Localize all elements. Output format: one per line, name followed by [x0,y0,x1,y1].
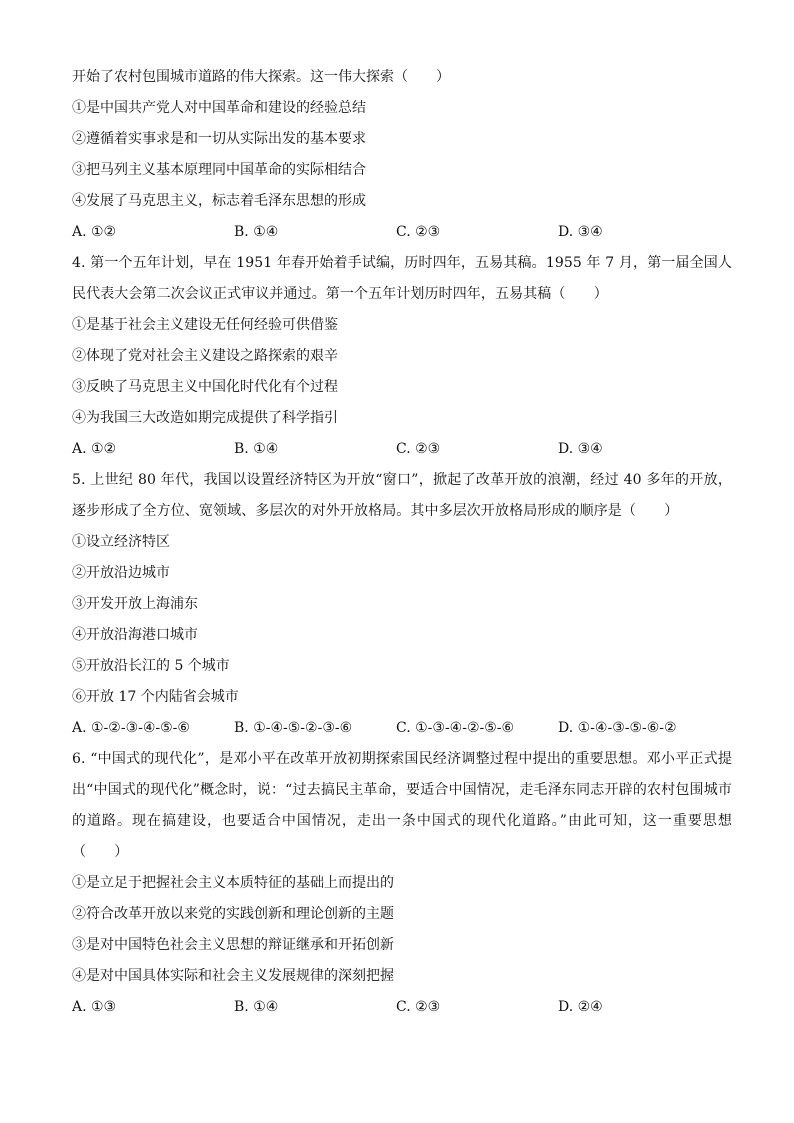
question-4-item-1: ①是基于社会主义建设无任何经验可供借鉴 [72,317,338,333]
question-6-item-1: ①是立足于把握社会主义本质特征的基础上而提出的 [72,875,394,891]
question-5-option-d[interactable]: D. ①-④-③-⑤-⑥-② [558,720,677,736]
question-5-option-b[interactable]: B. ①-④-⑤-②-③-⑥ [234,720,353,736]
question-4-item-2: ②体现了党对社会主义建设之路探索的艰辛 [72,348,338,364]
question-3-item-1: ①是中国共产党人对中国革命和建设的经验总结 [72,100,366,116]
question-5-option-c[interactable]: C. ①-③-④-②-⑤-⑥ [396,720,515,736]
question-3-option-c[interactable]: C. ②③ [396,224,441,240]
question-4-option-b[interactable]: B. ①④ [234,441,279,457]
question-4-option-d[interactable]: D. ③④ [558,441,603,457]
question-3-option-a[interactable]: A. ①② [72,224,117,240]
question-5-options [72,713,732,744]
question-6-item-2: ②符合改革开放以来党的实践创新和理论创新的主题 [72,906,394,922]
question-5-option-a[interactable]: A. ①-②-③-④-⑤-⑥ [72,720,190,736]
question-5-item-6: ⑥开放 17 个内陆省会城市 [72,689,239,705]
question-5-item-4: ④开放沿海港口城市 [72,627,198,643]
question-3-item-2: ②遵循着实事求是和一切从实际出发的基本要求 [72,131,366,147]
question-6-option-c[interactable]: C. ②③ [396,999,441,1015]
question-6-options [72,992,732,1023]
question-4-options [72,434,732,465]
question-6-item-3: ③是对中国特色社会主义思想的辩证继承和开拓创新 [72,937,394,953]
question-6-stem: 6. “中国式的现代化”，是邓小平在改革开放初期探索国民经济调整过程中提出的重要思想。邓小平正式提出“中国式的现代化”概念时，说：“过去搞民主革命，要适合中国情况，走毛泽东同志开辟的农村包围城市的道路。现在搞建设，也要适合中国情况，走出一条中国式的现代化道路。”由此可知，这一重要思想（ ） [72,751,732,860]
question-3-option-b[interactable]: B. ①④ [234,224,279,240]
question-3-item-4: ④发展了马克思主义，标志着毛泽东思想的形成 [72,193,366,209]
question-4-stem: 4. 第一个五年计划，早在 1951 年春开始着手试编，历时四年，五易其稿。1955 年 7 月，第一届全国人民代表大会第二次会议正式审议并通过。第一个五年计划历时四年，五易其稿（ ） [72,255,732,302]
question-5-item-5: ⑤开放沿长江的 5 个城市 [72,658,230,674]
question-3-options [72,217,732,248]
question-4 [72,248,732,465]
question-5 [72,465,732,744]
question-3 [72,62,732,248]
question-4-item-4: ④为我国三大改造如期完成提供了科学指引 [72,410,338,426]
question-6 [72,744,732,1023]
question-3-item-3: ③把马列主义基本原理同中国革命的实际相结合 [72,162,366,178]
question-6-option-b[interactable]: B. ①④ [234,999,279,1015]
question-content [72,62,732,1023]
question-3-option-d[interactable]: D. ③④ [558,224,603,240]
question-6-item-4: ④是对中国具体实际和社会主义发展规律的深刻把握 [72,968,394,984]
question-5-item-1: ①设立经济特区 [72,534,170,550]
question-4-option-c[interactable]: C. ②③ [396,441,441,457]
question-6-option-a[interactable]: A. ①③ [72,999,117,1015]
question-3-stem-tail: 开始了农村包围城市道路的伟大探索。这一伟大探索（ ） [72,69,450,85]
question-6-option-d[interactable]: D. ②④ [558,999,603,1015]
question-5-item-3: ③开发开放上海浦东 [72,596,198,612]
question-5-item-2: ②开放沿边城市 [72,565,170,581]
question-5-stem: 5. 上世纪 80 年代，我国以设置经济特区为开放“窗口”，掀起了改革开放的浪潮，经过 40 多年的开放，逐步形成了全方位、宽领域、多层次的对外开放格局。其中多层次开放格局形成的顺序是（ ） [72,472,732,519]
question-4-item-3: ③反映了马克思主义中国化时代化有个过程 [72,379,338,395]
question-4-option-a[interactable]: A. ①② [72,441,117,457]
